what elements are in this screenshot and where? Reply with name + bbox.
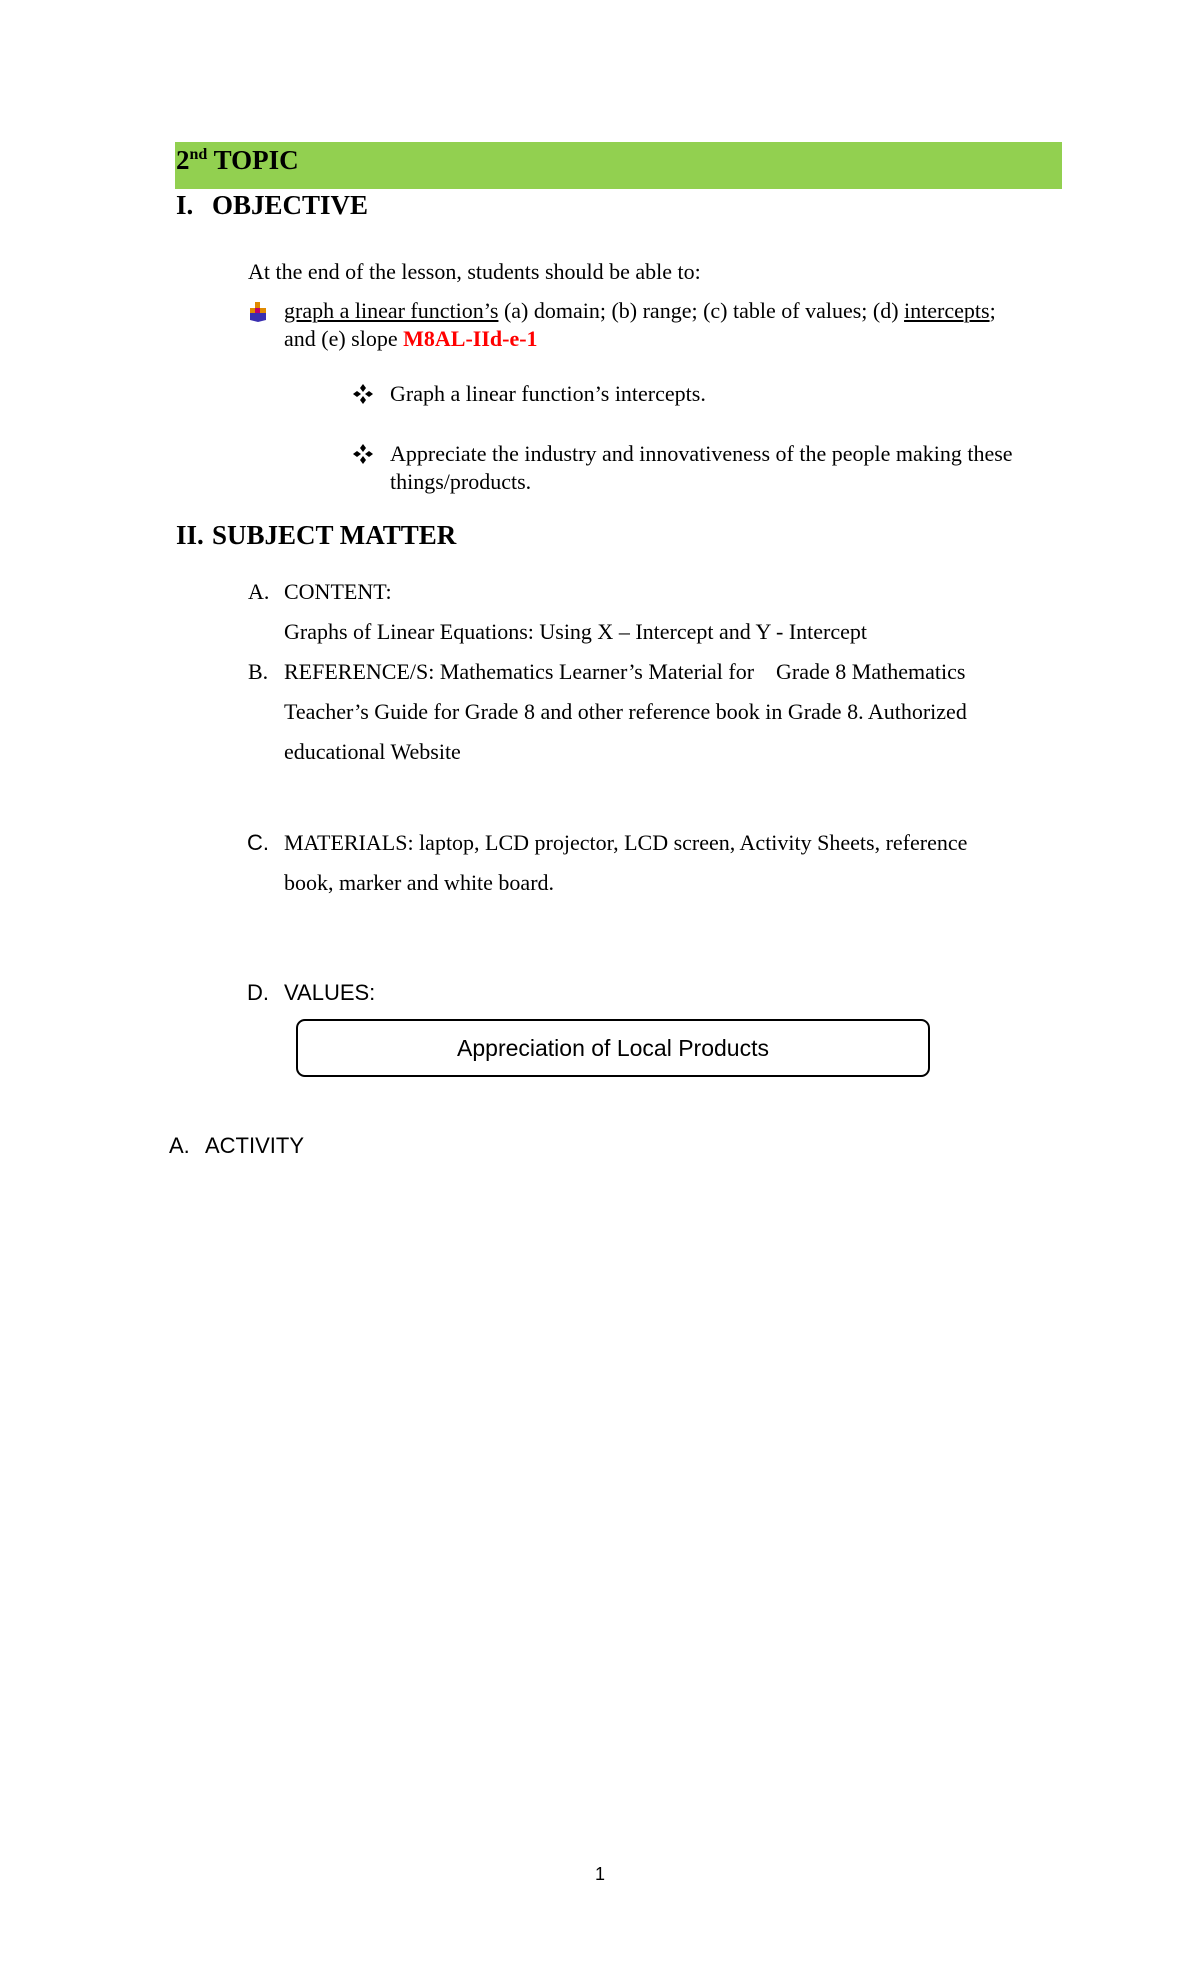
topic-suffix: nd (189, 146, 208, 163)
values-box-text: Appreciation of Local Products (457, 1034, 769, 1061)
subject-matter-heading: SUBJECT MATTER (212, 520, 457, 550)
topic-label: TOPIC (213, 145, 299, 175)
objective-sub-item-1: Graph a linear function’s intercepts. (390, 381, 706, 406)
objective-sub-item-2-line-2: things/products. (390, 469, 532, 494)
diamond-bullet-icon (353, 444, 373, 464)
objective-numeral: I. (176, 190, 194, 220)
objective-heading: OBJECTIVE (212, 190, 369, 220)
competency-code: M8AL-IId-e-1 (403, 326, 538, 351)
references-line-2: Teacher’s Guide for Grade 8 and other reference book in Grade 8. Authorized (284, 699, 967, 724)
content-label: CONTENT: (284, 579, 392, 604)
intercepts-underlined: intercepts (904, 298, 990, 323)
objective-intro: At the end of the lesson, students should be able to: (248, 259, 701, 284)
materials-line-1: MATERIALS: laptop, LCD projector, LCD screen, Activity Sheets, reference (284, 830, 968, 855)
objective-main-link: graph a linear function’s (284, 298, 499, 323)
objective-main-item-line-2: and (e) slope M8AL-IId-e-1 (284, 326, 538, 351)
topic-header-bar (175, 142, 1062, 189)
topic-title (176, 145, 299, 176)
values-box (296, 1019, 930, 1077)
objective-main-item-line-1: graph a linear function’s (a) domain; (b) range; (c) table of values; (d) intercepts; (284, 298, 996, 323)
arrow-bullet-icon (249, 301, 267, 323)
activity-label: ACTIVITY (205, 1133, 305, 1158)
subject-matter-numeral: II. (176, 520, 204, 550)
references-line-3: educational Website (284, 739, 461, 764)
materials-line-2: book, marker and white board. (284, 870, 555, 895)
values-letter: D. (247, 980, 269, 1005)
activity-letter: A. (169, 1133, 190, 1158)
content-letter: A. (248, 579, 270, 604)
values-label: VALUES: (284, 980, 376, 1005)
content-text: Graphs of Linear Equations: Using X – Intercept and Y - Intercept (284, 619, 868, 644)
objective-sub-item-2-line-1: Appreciate the industry and innovativeness of the people making these (390, 441, 1013, 466)
references-letter: B. (248, 659, 269, 684)
page-number: 1 (594, 1864, 605, 1884)
topic-number: 2 (176, 145, 190, 175)
references-line-1: REFERENCE/S: Mathematics Learner’s Material for Grade 8 Mathematics (284, 659, 966, 684)
materials-letter: C. (247, 830, 269, 855)
diamond-bullet-icon (353, 384, 373, 404)
